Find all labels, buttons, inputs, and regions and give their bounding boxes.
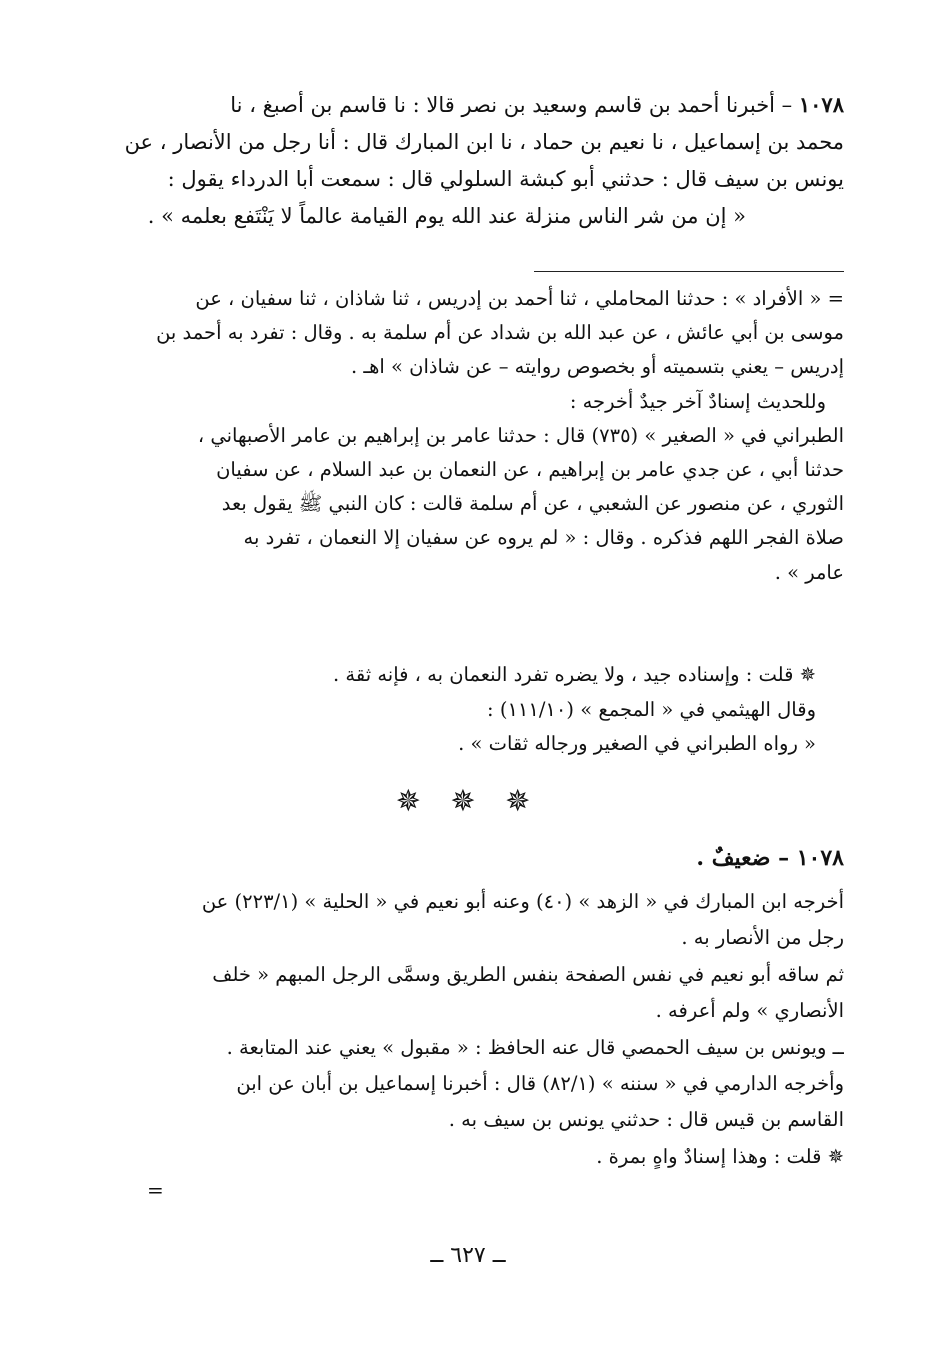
commentary-line: رجل من الأنصار به . — [681, 926, 844, 950]
footnote-line: وللحديث إسنادٌ آخر جيدٌ أخرجه : — [569, 389, 826, 413]
page-number: ــ ٦٢٧ ــ — [430, 1243, 506, 1268]
footnote-line: عامر » . — [774, 560, 844, 584]
hadith-line-1: ١٠٧٨ – أخبرنا أحمد بن قاسم وسعيد بن نصر قالا : نا قاسم بن أصبغ ، نا — [230, 92, 844, 117]
continuation-mark: = — [147, 1178, 164, 1202]
section-heading: ١٠٧٨ – ضعيفٌ . — [696, 845, 844, 871]
commentary-line: ــ ويونس بن سيف الحمصي قال عنه الحافظ : « مقبول » يعني عند المتابعة . — [226, 1035, 844, 1059]
footnote-line: الطبراني في « الصغير » (٧٣٥) قال : حدثنا عامر بن إبراهيم بن عامر الأصبهاني ، — [197, 423, 844, 447]
footnote-line: صلاة الفجر اللهم فذكره . وقال : « لم يروه عن سفيان إلا النعمان ، تفرد به — [243, 526, 844, 550]
commentary-line: القاسم بن قيس قال : حدثني يونس بن سيف به . — [448, 1108, 844, 1132]
footnote-divider — [534, 271, 844, 272]
footnote-line: الثوري ، عن منصور عن الشعبي ، عن أم سلمة قالت : كان النبي ﷺ يقول بعد — [221, 492, 844, 516]
hadith-line-4: « إن من شر الناس منزلة عند الله يوم القيامة عالماً لا يَنْتَفع بعلمه » . — [147, 204, 746, 228]
quote-line: « رواه الطبراني في الصغير ورجاله ثقات » . — [458, 732, 816, 755]
commentary-text — [92, 884, 844, 1175]
footnote-line: إدريس – يعني بتسميته أو بخصوص روايته – عن شاذان » اهـ . — [350, 355, 844, 379]
commentary-line: أخرجه ابن المبارك في « الزهد » (٤٠) وعنه أبو نعيم في « الحلية » (٢٢٣/١) عن — [201, 890, 844, 913]
hadith-line-3: يونس بن سيف قال : حدثني أبو كبشة السلولي قال : سمعت أبا الدرداء يقول : — [167, 167, 844, 191]
hadith-text — [92, 86, 844, 235]
section-separator: ✵ ✵ ✵ — [395, 784, 541, 819]
commentary-line: ثم ساقه أبو نعيم في نفس الصفحة بنفس الطريق وسمَّى الرجل المبهم « خلف — [212, 962, 844, 986]
footnote-quote — [216, 658, 816, 762]
hadith-line-2: محمد بن إسماعيل ، نا نعيم بن حماد ، نا ابن المبارك قال : أنا رجل من الأنصار ، عن — [124, 130, 844, 154]
commentary-line: الأنصاري » ولم أعرفه . — [655, 999, 844, 1023]
commentary-line: وأخرجه الدارمي في « سننه » (٨٢/١) قال : أخبرنا إسماعيل بن أبان عن ابن — [236, 1072, 844, 1096]
footnote-line: موسى بن أبي عائش ، عن عبد الله بن شداد عن أم سلمة به . وقال : تفرد به أحمد بن — [156, 321, 844, 345]
footnote-line: حدثنا أبي ، عن جدي عامر بن إبراهيم ، عن النعمان بن عبد السلام ، عن سفيان — [216, 458, 844, 482]
quote-line: وقال الهيثمي في « المجمع » (١١١/١٠) : — [487, 697, 816, 721]
hadith-number: ١٠٧٨ — [798, 92, 844, 117]
footnote-line: = « الأفراد » : حدثنا المحاملي ، ثنا أحمد بن إدريس ، ثنا شاذان ، ثنا سفيان ، عن — [195, 287, 844, 310]
quote-line: ✵ قلت : وإسناده جيد ، ولا يضره تفرد النعمان به ، فإنه ثقة . — [332, 663, 816, 686]
commentary-line: ✵ قلت : وهذا إسنادٌ واهٍ بمرة . — [596, 1144, 844, 1168]
footnote-text — [92, 282, 844, 590]
